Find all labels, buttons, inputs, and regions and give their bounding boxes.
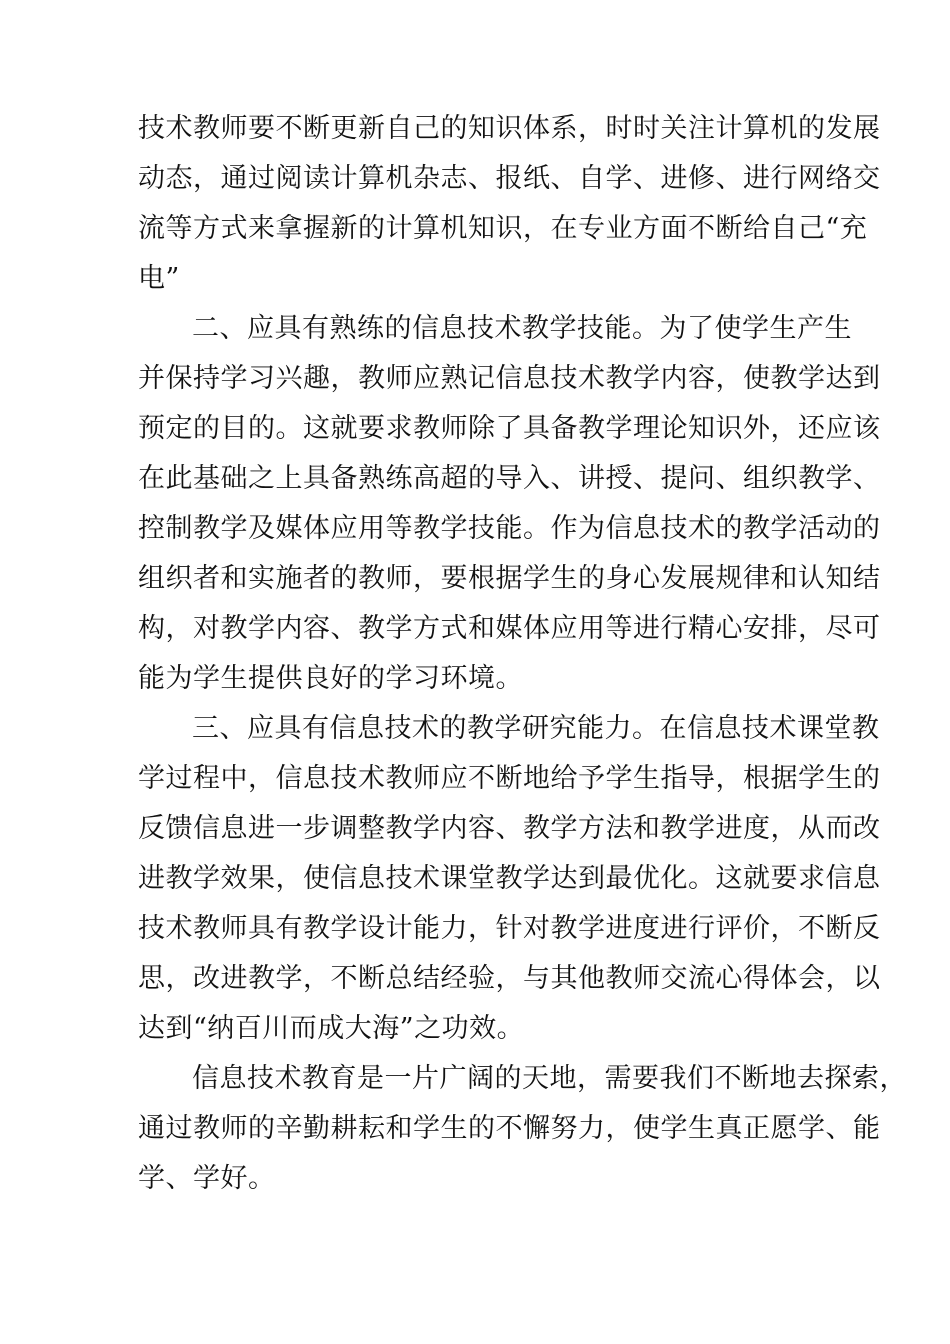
paragraph-line: 并保持学习兴趣，教师应熟记信息技术教学内容，使教学达到 bbox=[138, 363, 881, 394]
paragraph-2 bbox=[138, 304, 881, 704]
document-body bbox=[138, 104, 907, 1204]
paragraph-line: 技术教师具有教学设计能力，针对教学进度进行评价，不断反 bbox=[138, 913, 881, 944]
paragraph-line: 构，对教学内容、教学方式和媒体应用等进行精心安排，尽可 bbox=[138, 613, 881, 644]
paragraph-line: 达到“纳百川而成大海”之功效。 bbox=[138, 1013, 525, 1044]
paragraph-line: 流等方式来拿握新的计算机知识，在专业方面不断给自己“充 bbox=[138, 213, 868, 244]
paragraph-line: 技术教师要不断更新自己的知识体系，时时关注计算机的发展 bbox=[138, 113, 881, 144]
paragraph-4 bbox=[138, 1054, 907, 1204]
paragraph-line: 组织者和实施者的教师，要根据学生的身心发展规律和认知结 bbox=[138, 563, 881, 594]
paragraph-1 bbox=[138, 104, 881, 304]
paragraph-line: 学过程中，信息技术教师应不断地给予学生指导，根据学生的 bbox=[138, 763, 881, 794]
paragraph-line: 学、学好。 bbox=[138, 1163, 276, 1194]
paragraph-line: 进教学效果，使信息技术课堂教学达到最优化。这就要求信息 bbox=[138, 863, 881, 894]
paragraph-line: 预定的目的。这就要求教师除了具备教学理论知识外，还应该 bbox=[138, 413, 881, 444]
paragraph-line: 能为学生提供良好的学习环境。 bbox=[138, 663, 523, 694]
paragraph-line: 三、应具有信息技术的教学研究能力。在信息技术课堂教 bbox=[192, 713, 880, 744]
paragraph-line: 电” bbox=[138, 263, 180, 294]
paragraph-line: 二、应具有熟练的信息技术教学技能。为了使学生产生 bbox=[192, 313, 852, 344]
paragraph-line: 反馈信息进一步调整教学内容、教学方法和教学进度，从而改 bbox=[138, 813, 881, 844]
paragraph-line: 通过教师的辛勤耕耘和学生的不懈努力，使学生真正愿学、能 bbox=[138, 1113, 881, 1144]
paragraph-3 bbox=[138, 704, 881, 1054]
paragraph-line: 信息技术教育是一片广阔的天地，需要我们不断地去探索， bbox=[192, 1063, 907, 1094]
paragraph-line: 控制教学及媒体应用等教学技能。作为信息技术的教学活动的 bbox=[138, 513, 881, 544]
paragraph-line: 在此基础之上具备熟练高超的导入、讲授、提问、组织教学、 bbox=[138, 463, 881, 494]
paragraph-line: 动态，通过阅读计算机杂志、报纸、自学、进修、进行网络交 bbox=[138, 163, 881, 194]
paragraph-line: 思，改进教学，不断总结经验，与其他教师交流心得体会，以 bbox=[138, 963, 881, 994]
